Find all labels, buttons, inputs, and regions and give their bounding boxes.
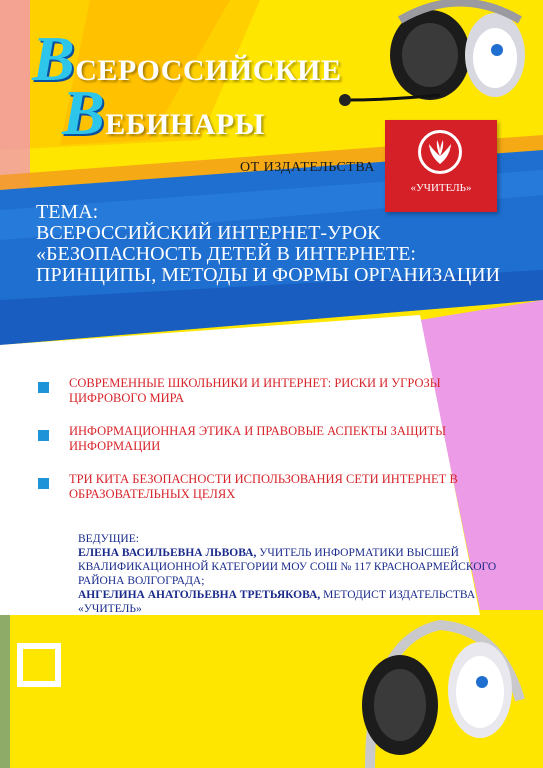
logo-text: «УЧИТЕЛЬ» (410, 182, 472, 194)
bullet-square-icon (38, 382, 49, 393)
title-capital-2: В (62, 77, 106, 148)
topic-text: СОВРЕМЕННЫЕ ШКОЛЬНИКИ И ИНТЕРНЕТ: РИСКИ И УГРОЗЫ ЦИФРОВОГО МИРА (69, 376, 441, 405)
title-rest-1: СЕРОССИЙСКИЕ (75, 54, 342, 87)
title-capital-1: В (32, 23, 76, 94)
bullet-square-icon (38, 430, 49, 441)
list-item (38, 424, 498, 454)
publisher-prefix: ОТ ИЗДАТЕЛЬСТВА (240, 160, 375, 175)
host-2-desc: МЕТОДИСТ ИЗДАТЕЛЬСТВА «УЧИТЕЛЬ» (78, 589, 476, 615)
topic-text: ИНФОРМАЦИОННАЯ ЭТИКА И ПРАВОВЫЕ АСПЕКТЫ ЗАЩИТЫ ИНФОРМАЦИИ (69, 424, 447, 453)
title-rest-2: ЕБИНАРЫ (105, 108, 265, 141)
title-line-2 (62, 76, 265, 150)
list-item (38, 376, 498, 406)
host-2 (78, 588, 508, 616)
theme-text: ВСЕРОССИЙСКИЙ ИНТЕРНЕТ-УРОК «БЕЗОПАСНОСТЬ ДЕТЕЙ В ИНТЕРНЕТЕ: ПРИНЦИПЫ, МЕТОДЫ И ФОРМЫ ОРГАНИЗАЦИИ (36, 222, 501, 286)
bullet-square-icon (38, 478, 49, 489)
webinar-theme (36, 202, 506, 286)
hosts-label: ВЕДУЩИЕ: (78, 533, 139, 545)
topic-text: ТРИ КИТА БЕЗОПАСНОСТИ ИСПОЛЬЗОВАНИЯ СЕТИ ИНТЕРНЕТ В ОБРАЗОВАТЕЛЬНЫХ ЦЕЛЯХ (69, 472, 458, 501)
host-1 (78, 546, 508, 588)
host-1-name: ЕЛЕНА ВАСИЛЬЕВНА ЛЬВОВА, (78, 547, 257, 559)
topics-list (38, 376, 498, 520)
host-2-name: АНГЕЛИНА АНАТОЛЬЕВНА ТРЕТЬЯКОВА, (78, 589, 321, 601)
list-item (38, 472, 498, 502)
host-1-desc: УЧИТЕЛЬ ИНФОРМАТИКИ ВЫСШЕЙ КВАЛИФИКАЦИОННОЙ КАТЕГОРИИ МОУ СОШ № 117 КРАСНОАРМЕЙСКОГО РАЙОНА ВОЛГОГРАДА; (78, 547, 497, 587)
logo-emblem-icon (418, 130, 462, 174)
theme-label: ТЕМА: (36, 201, 99, 223)
hosts-block (78, 532, 508, 616)
publisher-logo (385, 120, 497, 212)
